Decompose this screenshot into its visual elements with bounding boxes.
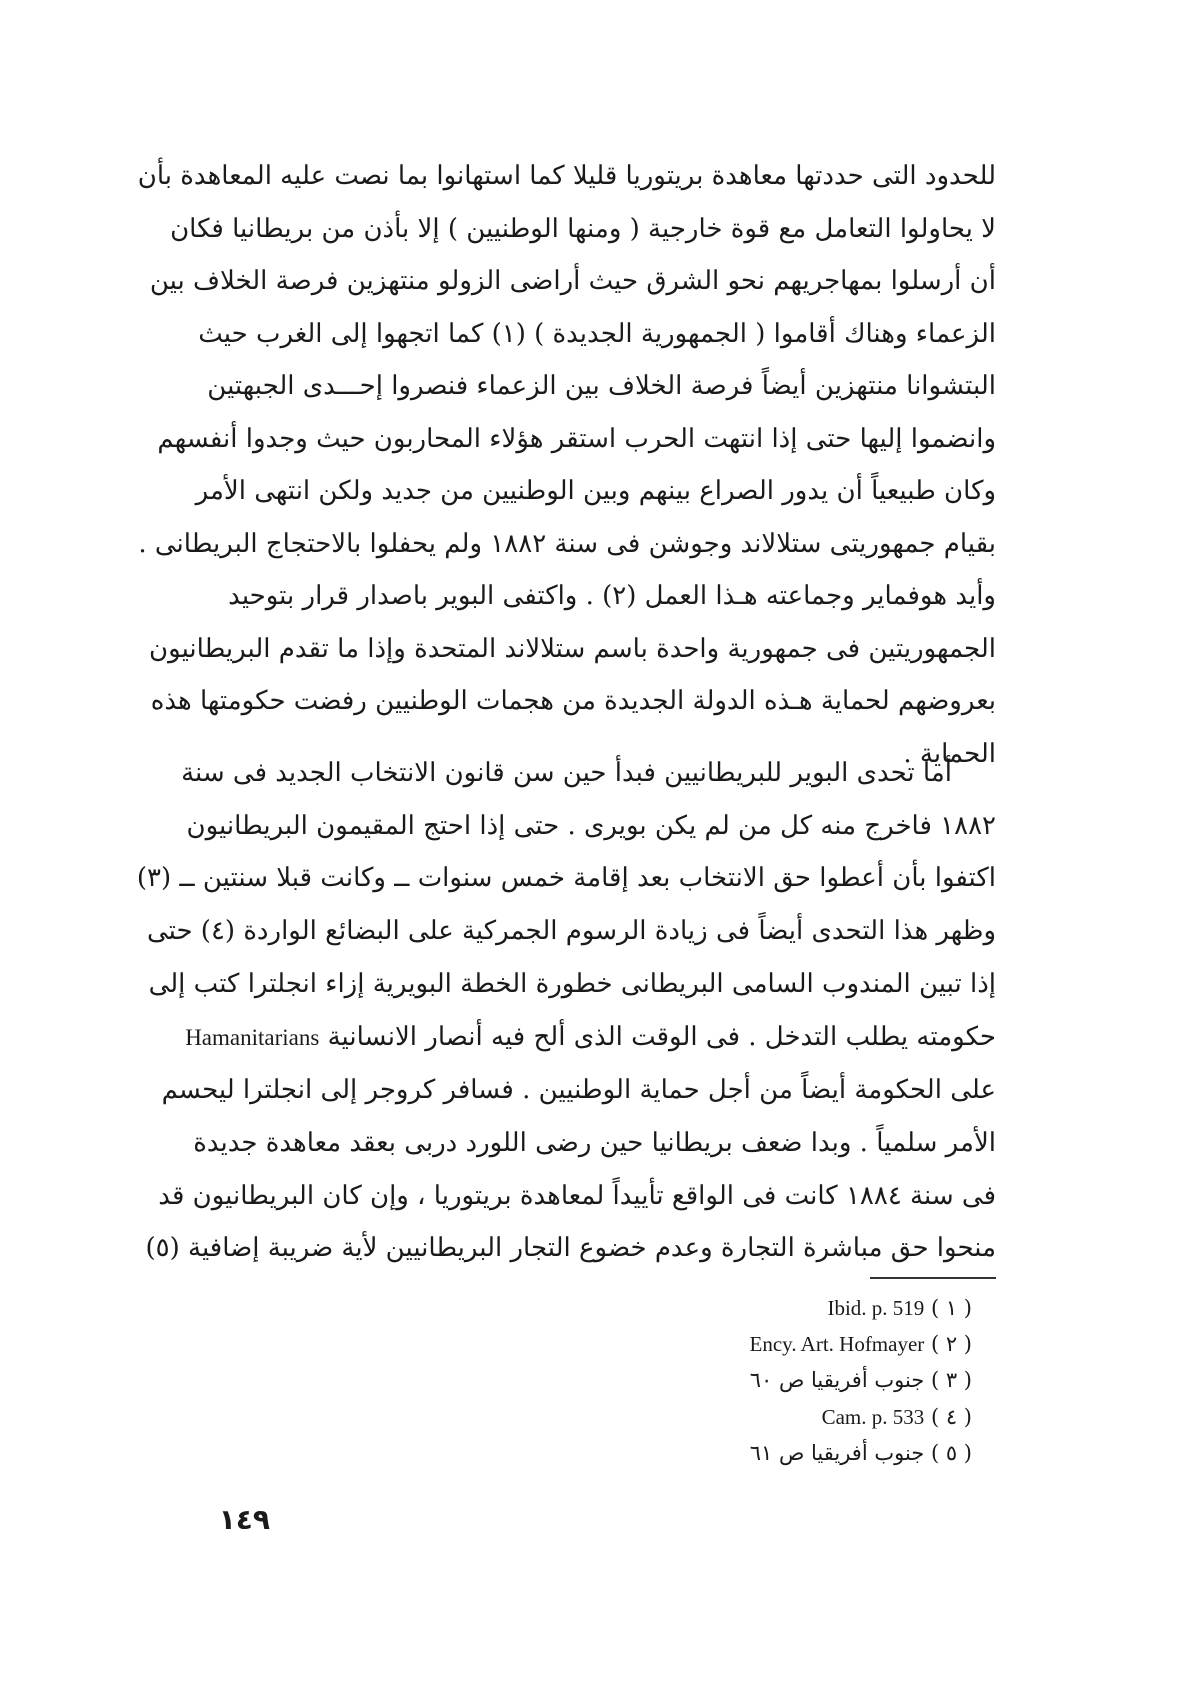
footnote-item bbox=[560, 1326, 972, 1362]
footnote-number: ( ٣ ) bbox=[930, 1368, 972, 1393]
text-line: للحدود التى حددتها معاهدة بريتوريا قليلا كما استهانوا بما نصت عليه المعاهدة بأن bbox=[137, 161, 996, 191]
paragraph-2 bbox=[136, 747, 996, 1275]
page-number: ١٤٩ bbox=[218, 1503, 270, 1536]
text-line: اكتفوا بأن أعطوا حق الانتخاب بعد إقامة خمس سنوات ــ وكانت قبلا سنتين ــ (٣) bbox=[136, 863, 996, 894]
text-line: فى سنة ١٨٨٤ كانت فى الواقع تأييداً لمعاهدة بريتوريا ، وإن كان البريطانيون قد bbox=[158, 1180, 996, 1211]
text-segment: حكومته يطلب التدخل . فى الوقت الذى ألح فيه أنصار الانسانية bbox=[327, 1021, 996, 1052]
text-line: على الحكومة أيضاً من أجل حماية الوطنيين . فسافر كروجر إلى انجلترا ليحسم bbox=[161, 1075, 996, 1106]
footnote-item bbox=[560, 1362, 972, 1398]
footnote-text: جنوب أفريقيا ص ٦١ bbox=[749, 1440, 925, 1465]
text-line: وانضموا إليها حتى إذا انتهت الحرب استقر هؤلاء المحاربون حيث وجدوا أنفسهم bbox=[157, 423, 996, 454]
text-line: ١٨٨٢ فاخرج منه كل من لم يكن بويرى . حتى إذا احتج المقيمون البريطانيون bbox=[186, 810, 996, 841]
text-line: وأيد هوفماير وجماعته هـذا العمل (٢) . واكتفى البوير باصدار قرار بتوحيد bbox=[228, 581, 996, 611]
text-line-with-latin-term bbox=[185, 1011, 996, 1065]
footnote-text: Ibid. p. 519 bbox=[827, 1296, 925, 1320]
footnote-text: جنوب أفريقيا ص ٦٠ bbox=[749, 1368, 925, 1393]
footnote-number: ( ٢ ) bbox=[930, 1332, 972, 1357]
footnote-item bbox=[560, 1290, 972, 1326]
text-line: إذا تبين المندوب السامى البريطانى خطورة الخطة البويرية إزاء انجلترا كتب إلى bbox=[148, 968, 996, 999]
footnote-text: Ency. Art. Hofmayer bbox=[749, 1332, 925, 1357]
latin-term: Hamanitarians bbox=[185, 1024, 320, 1050]
footnote-item bbox=[560, 1399, 972, 1435]
text-line: لا يحاولوا التعامل مع قوة خارجية ( ومنها الوطنيين ) إلا بأذن من بريطانيا فكان bbox=[170, 213, 996, 244]
text-line: بقيام جمهوريتى ستلالاند وجوشن فى سنة ١٨٨٢ ولم يحفلوا بالاحتجاج البريطانى . bbox=[138, 528, 996, 559]
footnote-number: ( ٤ ) bbox=[930, 1404, 972, 1429]
footnotes bbox=[560, 1290, 972, 1471]
text-line: أن أرسلوا بمهاجريهم نحو الشرق حيث أراضى الزولو منتهزين فرصة الخلاف بين bbox=[149, 266, 996, 296]
text-line: بعروضهم لحماية هـذه الدولة الجديدة من هجمات الوطنيين رفضت حكومتها هذه bbox=[150, 686, 996, 716]
footnote-number: ( ٥ ) bbox=[930, 1440, 972, 1465]
footnote-divider bbox=[870, 1277, 996, 1279]
footnote-item bbox=[560, 1435, 972, 1471]
text-line: البتشوانا منتهزين أيضاً فرصة الخلاف بين الزعماء فنصروا إحـــدى الجبهتين bbox=[207, 371, 996, 401]
footnote-text: Cam. p. 533 bbox=[821, 1404, 925, 1429]
paragraph-1 bbox=[137, 150, 996, 780]
text-line: منحوا حق مباشرة التجارة وعدم خضوع التجار البريطانيين لأية ضريبة إضافية (٥) bbox=[145, 1233, 996, 1264]
text-line: الحماية . bbox=[903, 738, 996, 769]
text-line: الجمهوريتين فى جمهورية واحدة باسم ستلالاند المتحدة وإذا ما تقدم البريطانيون bbox=[149, 633, 996, 664]
text-line: وكان طبيعياً أن يدور الصراع بينهم وبين الوطنيين من جديد ولكن انتهى الأمر bbox=[195, 476, 996, 506]
text-line: الأمر سلمياً . وبدا ضعف بريطانيا حين رضى اللورد دربى بعقد معاهدة جديدة bbox=[193, 1127, 996, 1158]
text-line: أما تحدى البوير للبريطانيين فبدأ حين سن قانون الانتخاب الجديد فى سنة bbox=[181, 758, 952, 788]
text-line: الزعماء وهناك أقاموا ( الجمهورية الجديدة ) (١) كما اتجهوا إلى الغرب حيث bbox=[198, 318, 996, 349]
text-line: وظهر هذا التحدى أيضاً فى زيادة الرسوم الجمركية على البضائع الواردة (٤) حتى bbox=[146, 916, 996, 947]
footnote-number: ( ١ ) bbox=[930, 1296, 972, 1320]
